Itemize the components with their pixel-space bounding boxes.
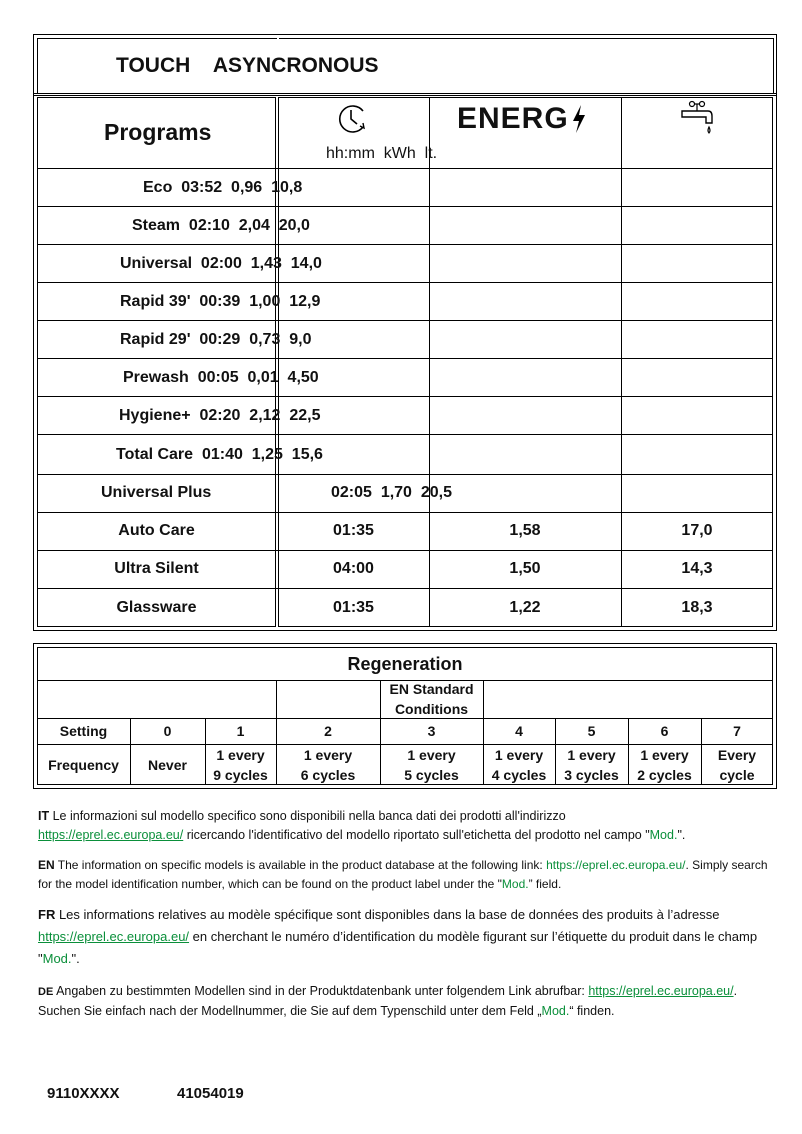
info-it [38,807,773,845]
program-water: 14,3 [681,560,713,577]
frequency-value [628,744,701,785]
program-energy: 1,58 [509,522,541,539]
frequency-line2: 2 cycles [637,766,692,783]
frequency-line1: 1 every [640,746,689,763]
frequency-line1: 1 every [567,746,616,763]
eprel-link[interactable]: https://eprel.ec.europa.eu/ [38,929,190,944]
setting-label: Setting [59,723,108,739]
program-row-total-care: Total Care 01:40 1,25 15,6 [116,446,323,463]
mod-field-label: Mod. [501,877,529,891]
eprel-link[interactable]: https://eprel.ec.europa.eu/ [588,984,734,998]
frequency-value: Never [148,756,187,773]
setting-value: 1 [236,723,245,739]
units-label: hh:mm kWh lt. [326,145,438,162]
frequency-line1: 1 every [303,746,353,763]
lightning-icon [571,104,587,134]
program-name: Auto Care [118,522,195,539]
info-text: . Simply search for the model identification number, which can be found on the product label under the " [38,858,768,891]
program-name-universal-plus: Universal Plus [101,484,212,501]
lang-code-fr: FR [38,907,56,922]
program-row-rapid39: Rapid 39' 00:39 1,00 12,9 [120,293,321,310]
info-text: Les informations relatives au modèle spécifique sont disponibles dans la base de données des produits à l’adresse [55,907,720,922]
frequency-line2: 4 cycles [491,766,547,783]
frequency-value [483,744,555,785]
setting-value: 2 [324,723,332,739]
mod-field-label: Mod. [541,1004,570,1018]
header-title: TOUCH ASYNCRONOUS [116,54,379,77]
en-standard-label: EN Standard Conditions [389,681,474,717]
program-time: 04:00 [333,560,374,577]
info-de [38,982,773,1021]
frequency-value [555,744,628,785]
info-fr [38,904,773,970]
frequency-line1: 1 every [407,746,456,763]
eprel-link[interactable]: https://eprel.ec.europa.eu/ [546,858,686,872]
energy-logo-text: ENERG [457,102,569,135]
info-text: The information on specific models is available in the product database at the following link: [54,858,547,872]
info-text: Le informazioni sul modello specifico sono disponibili nella banca dati dei prodotti all'indirizzo [49,809,566,823]
info-text: ricercando l'identificativo del modello riportato sull'etichetta del prodotto nel campo " [183,828,650,842]
mod-field-label: Mod. [42,951,72,966]
frequency-value [276,744,380,785]
frequency-value [701,744,773,785]
program-name: Glassware [116,598,197,616]
program-water: 18,3 [681,598,713,616]
frequency-line2: cycle [719,766,755,783]
regeneration-title: Regeneration [347,653,463,674]
program-name: Ultra Silent [114,560,199,577]
program-water: 17,0 [681,522,713,539]
programs-label: Programs [104,119,212,145]
program-energy: 1,22 [509,598,541,616]
info-text: en cherchant le numéro d’identification du modèle figurant sur l’étiquette du produit dans le champ " [38,929,758,966]
frequency-line1: Every [717,746,757,763]
info-text: ". [677,828,686,842]
setting-value: 4 [515,723,523,739]
frequency-line2: 6 cycles [300,766,356,783]
program-time: 01:35 [333,522,374,539]
info-text: “ finden. [569,1004,615,1018]
info-text: . Suchen Sie einfach nach der Modellnummer, die Sie auf dem Typenschild unter dem Feld „ [38,984,738,1018]
program-values-universal-plus: 02:05 1,70 20,5 [331,484,452,501]
frequency-line1: 1 every [216,746,265,763]
frequency-line1: 1 every [494,746,544,763]
program-row-prewash: Prewash 00:05 0,01 4,50 [123,369,319,386]
info-en [38,856,773,894]
lang-code-it: IT [38,809,50,823]
info-text: ". [71,951,80,966]
info-text: ” field. [528,877,562,891]
mod-field-label: Mod. [649,828,678,842]
frequency-line2: 3 cycles [564,766,619,783]
water-tap-icon [676,99,720,139]
frequency-value [205,744,276,785]
program-energy: 1,50 [509,560,541,577]
program-time: 01:35 [333,598,374,616]
frequency-label: Frequency [48,756,119,773]
program-row-rapid29: Rapid 29' 00:29 0,73 9,0 [120,331,312,348]
eprel-link[interactable]: https://eprel.ec.europa.eu/ [38,828,184,842]
frequency-line2: 9 cycles [213,766,268,783]
program-row-universal: Universal 02:00 1,43 14,0 [120,255,322,272]
frequency-line2: 5 cycles [404,766,459,783]
program-row-steam: Steam 02:10 2,04 20,0 [132,217,310,234]
document-code: 41054019 [177,1085,244,1102]
setting-value: 6 [660,723,669,739]
program-row-eco: Eco 03:52 0,96 10,8 [143,179,303,196]
frequency-value [380,744,483,785]
setting-value: 3 [427,723,436,739]
lang-code-de: DE [38,986,54,998]
program-row-hygiene: Hygiene+ 02:20 2,12 22,5 [119,407,321,424]
model-number: 9110XXXX [47,1085,120,1102]
setting-value: 5 [587,723,596,739]
energy-logo [457,102,587,136]
info-text: Angaben zu bestimmten Modellen sind in der Produktdatenbank unter folgendem Link abrufbar: [53,984,589,998]
lang-code-en: EN [38,858,55,872]
setting-value: 7 [733,723,741,739]
clock-icon [333,101,373,137]
setting-value: 0 [163,723,172,739]
